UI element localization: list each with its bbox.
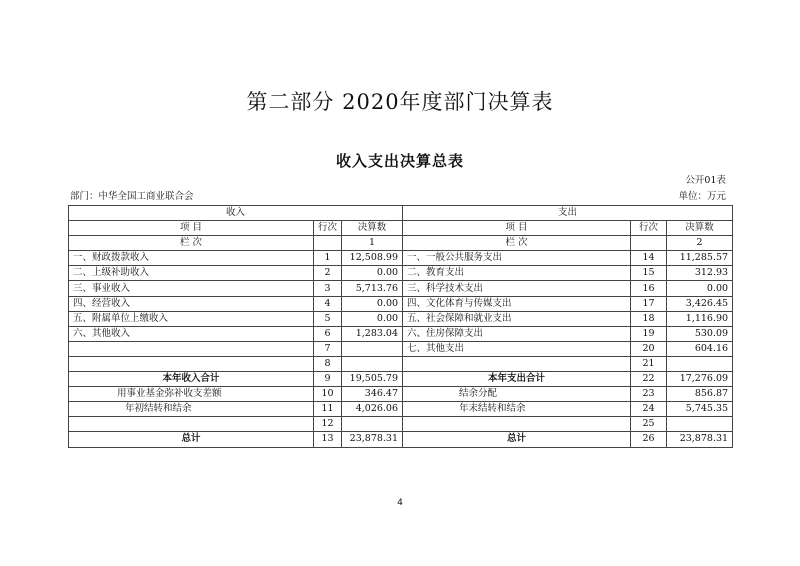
expense-row-no-cell: 26 [631,432,667,447]
header-row-sections [69,206,733,221]
income-item-cell: 二、上级补助收入 [69,266,314,281]
table-row [69,251,733,266]
expense-item-cell: 三、科学技术支出 [403,281,631,296]
income-item-cell: 用事业基金弥补收支差额 [69,387,314,402]
expense-row-no-cell: 14 [631,251,667,266]
expense-amount-cell: 604.16 [667,341,733,356]
table-row [69,417,733,432]
income-row-no-header: 行次 [314,221,342,236]
income-row-no-cell: 6 [314,326,342,341]
income-amount-cell: 0.00 [342,296,403,311]
expense-item-cell: 一、一般公共服务支出 [403,251,631,266]
expense-section-header: 支出 [403,206,733,221]
page-title: 第二部分 2020年度部门决算表 [246,90,554,114]
income-item-header: 项 目 [69,221,314,236]
income-item-cell: 年初结转和结余 [69,402,314,417]
income-amount-cell: 19,505.79 [342,372,403,387]
table-row [69,311,733,326]
table-row [69,281,733,296]
expense-amount-header: 决算数 [667,221,733,236]
empty-cell [314,236,342,251]
table-row [69,326,733,341]
expense-row-no-cell: 16 [631,281,667,296]
expense-row-no-cell: 24 [631,402,667,417]
expense-item-cell [403,417,631,432]
expense-amount-cell [667,356,733,371]
expense-row-no-cell: 21 [631,356,667,371]
page-number: 4 [397,498,403,508]
expense-item-cell [403,356,631,371]
income-amount-cell: 4,026.06 [342,402,403,417]
expense-amount-cell: 5,745.35 [667,402,733,417]
income-amount-cell [342,341,403,356]
expense-amount-cell: 23,878.31 [667,432,733,447]
table-row [69,341,733,356]
income-row-no-cell: 8 [314,356,342,371]
income-amount-cell [342,356,403,371]
expense-amount-cell: 312.93 [667,266,733,281]
expense-amount-cell: 1,116.90 [667,311,733,326]
expense-row-no-cell: 22 [631,372,667,387]
table-row [69,432,733,447]
income-item-cell: 三、事业收入 [69,281,314,296]
expense-row-no-header: 行次 [631,221,667,236]
income-amount-cell: 23,878.31 [342,432,403,447]
income-row-no-cell: 7 [314,341,342,356]
expense-row-no-cell: 15 [631,266,667,281]
expense-item-cell: 七、其他支出 [403,341,631,356]
expense-item-cell: 二、教育支出 [403,266,631,281]
expense-amount-cell: 0.00 [667,281,733,296]
table-row [69,402,733,417]
expense-item-cell: 本年支出合计 [403,372,631,387]
income-expense-summary-table [68,205,733,448]
expense-row-no-cell: 20 [631,341,667,356]
header-row-columns [69,221,733,236]
table-row [69,372,733,387]
income-row-no-cell: 3 [314,281,342,296]
income-amount-cell: 0.00 [342,266,403,281]
expense-row-no-cell: 25 [631,417,667,432]
income-item-cell [69,341,314,356]
income-item-cell: 四、经营收入 [69,296,314,311]
expense-amount-cell [667,417,733,432]
income-amount-cell: 346.47 [342,387,403,402]
table-row [69,296,733,311]
income-item-cell [69,356,314,371]
table-title: 收入支出决算总表 [335,152,464,170]
expense-amount-cell: 530.09 [667,326,733,341]
form-number: 公开01表 [685,175,726,186]
income-column-label: 栏 次 [69,236,314,251]
unit-label: 单位：万元 [678,191,726,202]
empty-cell [631,236,667,251]
expense-item-cell: 五、社会保障和就业支出 [403,311,631,326]
expense-row-no-cell: 18 [631,311,667,326]
expense-amount-cell: 856.87 [667,387,733,402]
expense-item-cell: 四、文化体育与传媒支出 [403,296,631,311]
table-row [69,266,733,281]
table-row [69,356,733,371]
expense-amount-cell: 3,426.45 [667,296,733,311]
income-row-no-cell: 2 [314,266,342,281]
income-amount-cell: 1,283.04 [342,326,403,341]
income-column-index: 1 [342,236,403,251]
expense-amount-cell: 17,276.09 [667,372,733,387]
income-row-no-cell: 11 [314,402,342,417]
expense-column-index: 2 [667,236,733,251]
income-item-cell [69,417,314,432]
expense-item-header: 项 目 [403,221,631,236]
table-row [69,387,733,402]
expense-item-cell: 结余分配 [403,387,631,402]
expense-item-cell: 六、住房保障支出 [403,326,631,341]
income-item-cell: 本年收入合计 [69,372,314,387]
expense-row-no-cell: 23 [631,387,667,402]
income-row-no-cell: 5 [314,311,342,326]
income-amount-cell: 12,508.99 [342,251,403,266]
income-section-header: 收入 [69,206,403,221]
expense-column-label: 栏 次 [403,236,631,251]
department-label: 部门：中华全国工商业联合会 [70,191,194,202]
income-row-no-cell: 10 [314,387,342,402]
income-amount-cell [342,417,403,432]
expense-item-cell: 总计 [403,432,631,447]
income-row-no-cell: 13 [314,432,342,447]
header-row-column-index [69,236,733,251]
income-item-cell: 五、附属单位上缴收入 [69,311,314,326]
expense-row-no-cell: 19 [631,326,667,341]
income-row-no-cell: 1 [314,251,342,266]
expense-item-cell: 年末结转和结余 [403,402,631,417]
income-amount-cell: 0.00 [342,311,403,326]
income-item-cell: 一、财政拨款收入 [69,251,314,266]
income-amount-cell: 5,713.76 [342,281,403,296]
income-item-cell: 总计 [69,432,314,447]
income-row-no-cell: 9 [314,372,342,387]
expense-row-no-cell: 17 [631,296,667,311]
income-row-no-cell: 4 [314,296,342,311]
expense-amount-cell: 11,285.57 [667,251,733,266]
income-item-cell: 六、其他收入 [69,326,314,341]
income-amount-header: 决算数 [342,221,403,236]
income-row-no-cell: 12 [314,417,342,432]
